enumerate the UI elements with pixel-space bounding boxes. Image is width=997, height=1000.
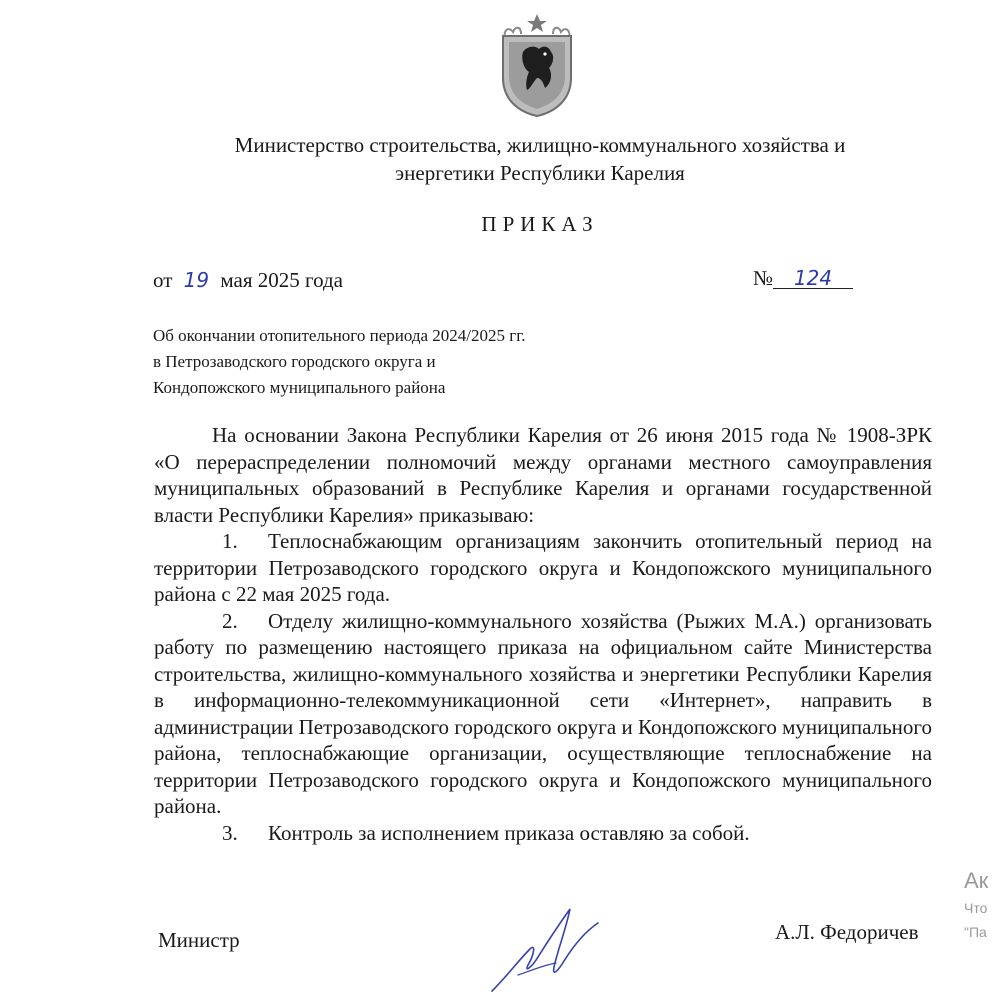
subject-line: Кондопожского муниципального района xyxy=(153,378,446,397)
signer-position: Министр xyxy=(158,928,240,952)
order-title: ПРИКАЗ xyxy=(481,212,599,236)
number-sign: № xyxy=(753,266,774,290)
signer-name: А.Л. Федоричев xyxy=(775,920,919,944)
date-day-handwritten: 19 xyxy=(183,268,210,292)
watermark-line: Ак xyxy=(964,868,989,893)
order-subject xyxy=(153,323,526,401)
activation-watermark xyxy=(964,866,997,944)
subject-line: Об окончании отопительного периода 2024/2025 гг. xyxy=(153,326,526,345)
order-item-3 xyxy=(154,820,932,847)
date-prefix: от xyxy=(153,268,173,292)
item-number: 2. xyxy=(222,608,238,633)
order-date xyxy=(153,268,343,293)
watermark-line: Что xyxy=(964,900,988,916)
item-number: 1. xyxy=(222,529,238,553)
ministry-name-line2: энергетики Республики Карелия xyxy=(395,161,685,185)
item-text: Контроль за исполнением приказа оставляю за собой. xyxy=(268,820,750,845)
order-body xyxy=(154,422,932,846)
number-value-handwritten: 124 xyxy=(793,266,833,290)
preamble-paragraph: На основании Закона Республики Карелия от 26 июня 2015 года № 1908-ЗРК «О перераспределении полномочий между органами местного самоуправления муниципальных образований в Республике Карелия и органами государственной власти Республики Карелия» приказываю: xyxy=(154,423,932,527)
watermark-line: "Па xyxy=(964,924,987,940)
coat-of-arms-emblem xyxy=(499,12,575,118)
order-item-1 xyxy=(154,528,932,608)
order-number xyxy=(753,266,853,291)
date-rest: мая 2025 года xyxy=(220,268,343,292)
ministry-name-line1: Министерство строительства, жилищно-коммунального хозяйства и xyxy=(234,133,846,157)
item-text: Теплоснабжающим организациям закончить отопительный период на территории Петрозаводского городского округа и Кондопожского муниципального района с 22 мая 2025 года. xyxy=(154,529,932,606)
order-item-2 xyxy=(154,608,932,820)
item-number: 3. xyxy=(222,820,238,845)
subject-line: в Петрозаводского городского округа и xyxy=(153,352,436,371)
handwritten-signature xyxy=(478,905,618,995)
item-text: Отделу жилищно-коммунального хозяйства (Рыжих М.А.) организовать работу по размещению настоящего приказа на официальном сайте Министерства строительства, жилищно-коммунального хозяйства и энергетики Республики Карелия в информационно-телекоммуникационной сети «Интернет», направить в администрации Петрозаводского городского округа и Кондопожского муниципального района, теплоснабжающие организации, осуществляющие теплоснабжение на территории Петрозаводского городского округа и Кондопожского муниципального района. xyxy=(154,608,932,818)
